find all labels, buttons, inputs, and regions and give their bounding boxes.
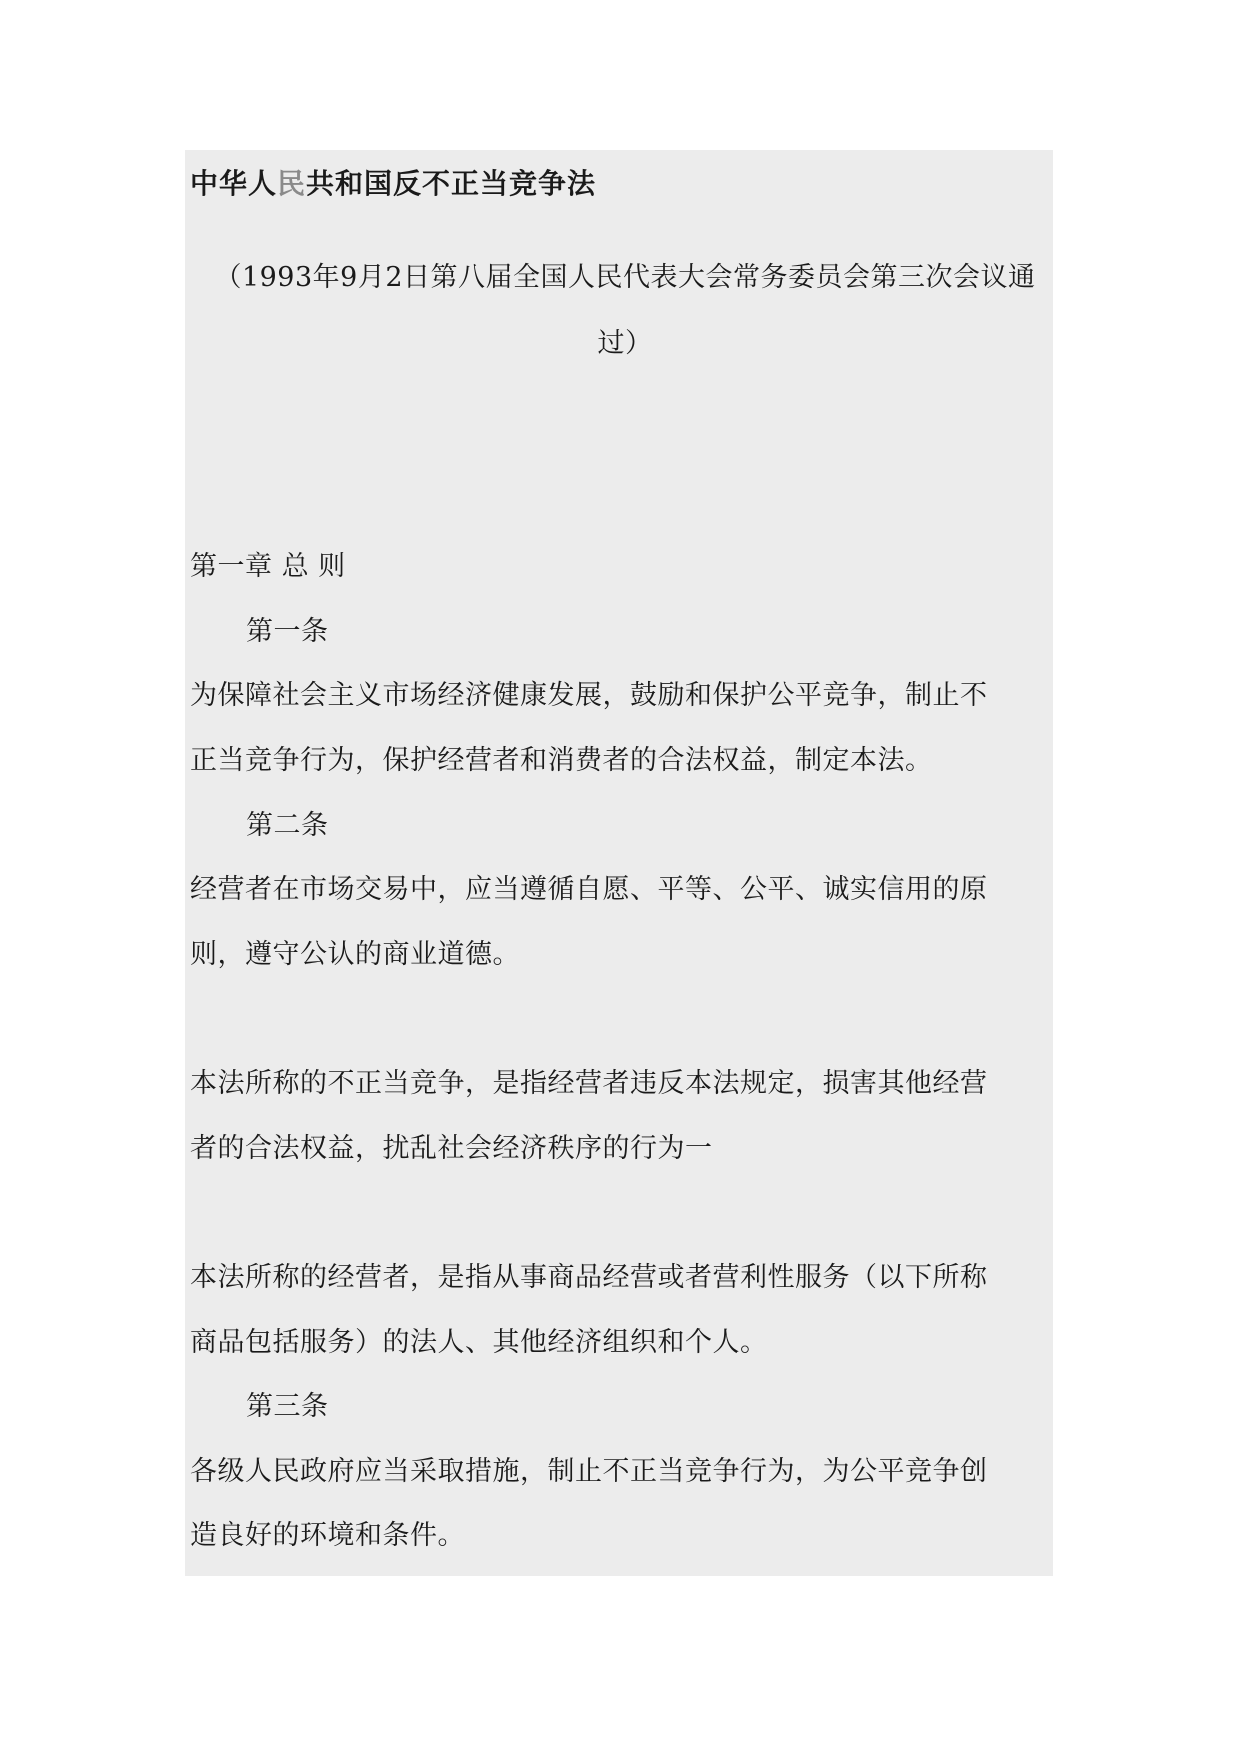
article-2-para-2-line-2: 者的合法权益，扰乱社会经济秩序的行为一: [190, 1133, 713, 1164]
article-2-para-1-line-2: 则，遵守公认的商业道德。: [190, 939, 520, 970]
article-2-para-1-line-1: 经营者在市场交易中，应当遵循自愿、平等、公平、诚实信用的原: [190, 874, 988, 905]
law-title-highlighted-char: 民: [277, 167, 307, 200]
chapter-heading: 第一章 总 则: [190, 551, 346, 582]
article-1-label: 第一条: [246, 616, 329, 647]
article-2-label: 第二条: [246, 810, 329, 841]
article-3-line-2: 造良好的环境和条件。: [190, 1520, 465, 1551]
law-title: [190, 168, 596, 200]
adoption-note: （1993年9月2日第八届全国人民代表大会常务委员会第三次会议通过）: [214, 262, 1036, 359]
article-2-para-3-line-2: 商品包括服务）的法人、其他经济组织和个人。: [190, 1327, 768, 1358]
article-3-line-1: 各级人民政府应当采取措施，制止不正当竞争行为，为公平竞争创: [190, 1456, 988, 1487]
article-2-para-3-line-1: 本法所称的经营者，是指从事商品经营或者营利性服务（以下所称: [190, 1262, 988, 1293]
article-3-label: 第三条: [246, 1391, 329, 1422]
law-title-part-2: 共和国反不正当竞争法: [306, 167, 597, 200]
article-1-line-2: 正当竞争行为，保护经营者和消费者的合法权益，制定本法。: [190, 745, 933, 776]
article-1-line-1: 为保障社会主义市场经济健康发展，鼓励和保护公平竞争，制止不: [190, 680, 988, 711]
article-2-para-2-line-1: 本法所称的不正当竞争，是指经营者违反本法规定，损害其他经营: [190, 1068, 988, 1099]
law-title-part-1: 中华人: [190, 167, 278, 200]
